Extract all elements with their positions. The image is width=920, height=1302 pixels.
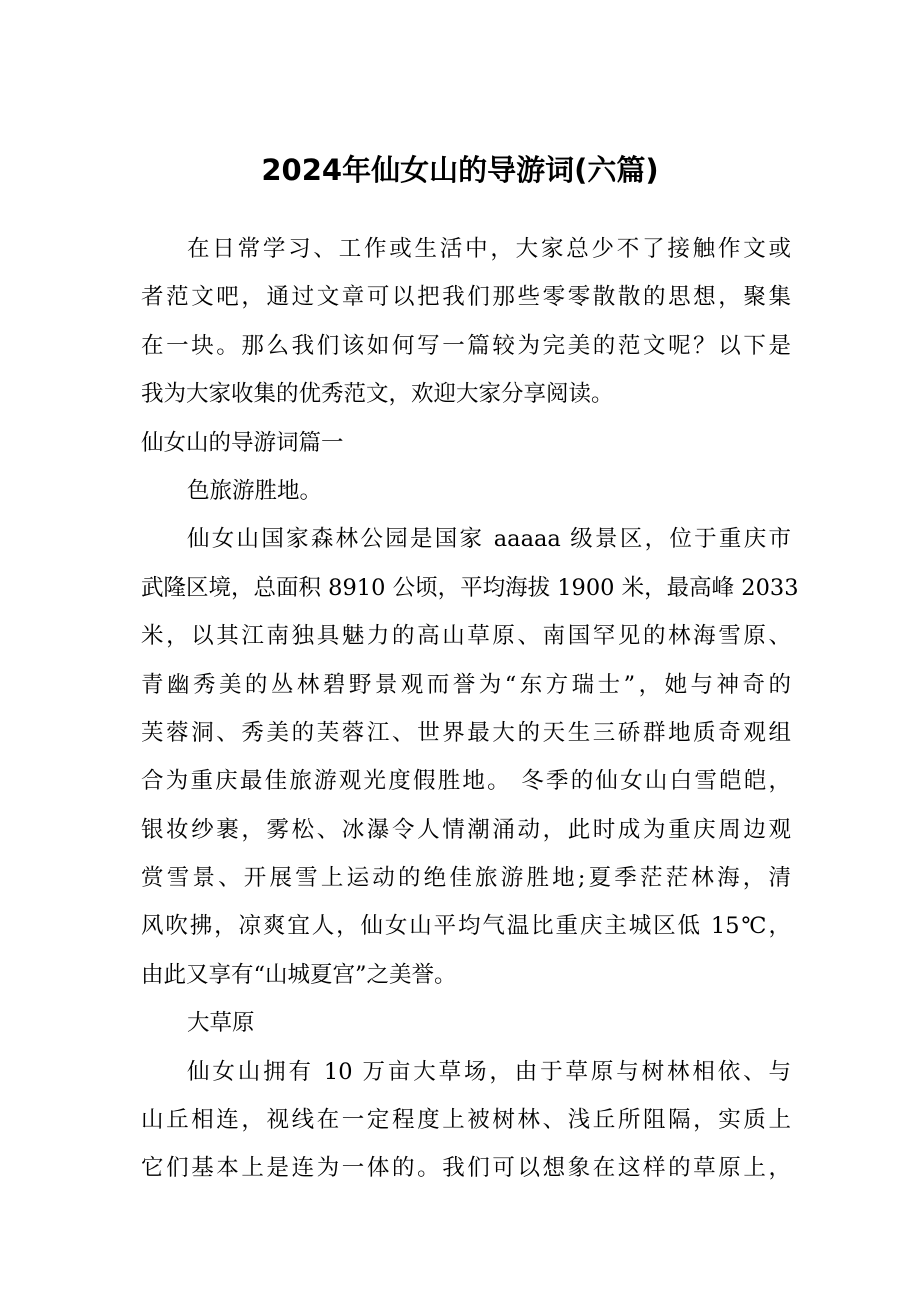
text-line: 银妆纱裹，雾松、冰瀑令人情潮涌动，此时成为重庆周边观 bbox=[141, 816, 791, 843]
text-line: 色旅游胜地。 bbox=[187, 477, 323, 504]
text-line: 山丘相连，视线在一定程度上被树林、浅丘所阻隔，实质上 bbox=[141, 1107, 791, 1134]
text-line: 它们基本上是连为一体的。我们可以想象在这样的草原上， bbox=[141, 1155, 791, 1182]
text-line: 青幽秀美的丛林碧野景观而誉为“东方瑞士”，她与神奇的 bbox=[141, 671, 791, 698]
document-body bbox=[141, 225, 799, 1193]
text-line: 仙女山国家森林公园是国家 aaaaa 级景区，位于重庆市 bbox=[187, 526, 791, 553]
text-line: 米，以其江南独具魅力的高山草原、南国罕见的林海雪原、 bbox=[141, 623, 791, 650]
subheading: 大草原 bbox=[187, 1010, 255, 1037]
text-line: 芙蓉洞、秀美的芙蓉江、世界最大的天生三硚群地质奇观组 bbox=[141, 719, 791, 746]
text-line: 在一块。那么我们该如何写一篇较为完美的范文呢？以下是 bbox=[141, 332, 791, 359]
text-line: 武隆区境，总面积 8910 公顷，平均海拔 1900 米，最高峰 2033 bbox=[141, 574, 799, 601]
document-title: 2024年仙女山的导游词(六篇) bbox=[261, 153, 659, 187]
text-line: 仙女山拥有 10 万亩大草场，由于草原与树林相依、与 bbox=[187, 1058, 791, 1085]
text-line: 赏雪景、开展雪上运动的绝佳旅游胜地;夏季茫茫林海，清 bbox=[141, 865, 791, 892]
text-line: 合为重庆最佳旅游观光度假胜地。 冬季的仙女山白雪皑皑， bbox=[141, 768, 791, 795]
text-line: 在日常学习、工作或生活中，大家总少不了接触作文或 bbox=[187, 236, 791, 262]
text-line: 者范文吧，通过文章可以把我们那些零零散散的思想，聚集 bbox=[141, 284, 791, 311]
text-line: 风吹拂，凉爽宜人，仙女山平均气温比重庆主城区低 15℃， bbox=[141, 913, 791, 940]
section-heading: 仙女山的导游词篇一 bbox=[141, 429, 344, 456]
text-line: 由此又享有“山城夏宫”之美誉。 bbox=[141, 961, 457, 988]
text-line: 我为大家收集的优秀范文，欢迎大家分享阅读。 bbox=[141, 381, 614, 408]
